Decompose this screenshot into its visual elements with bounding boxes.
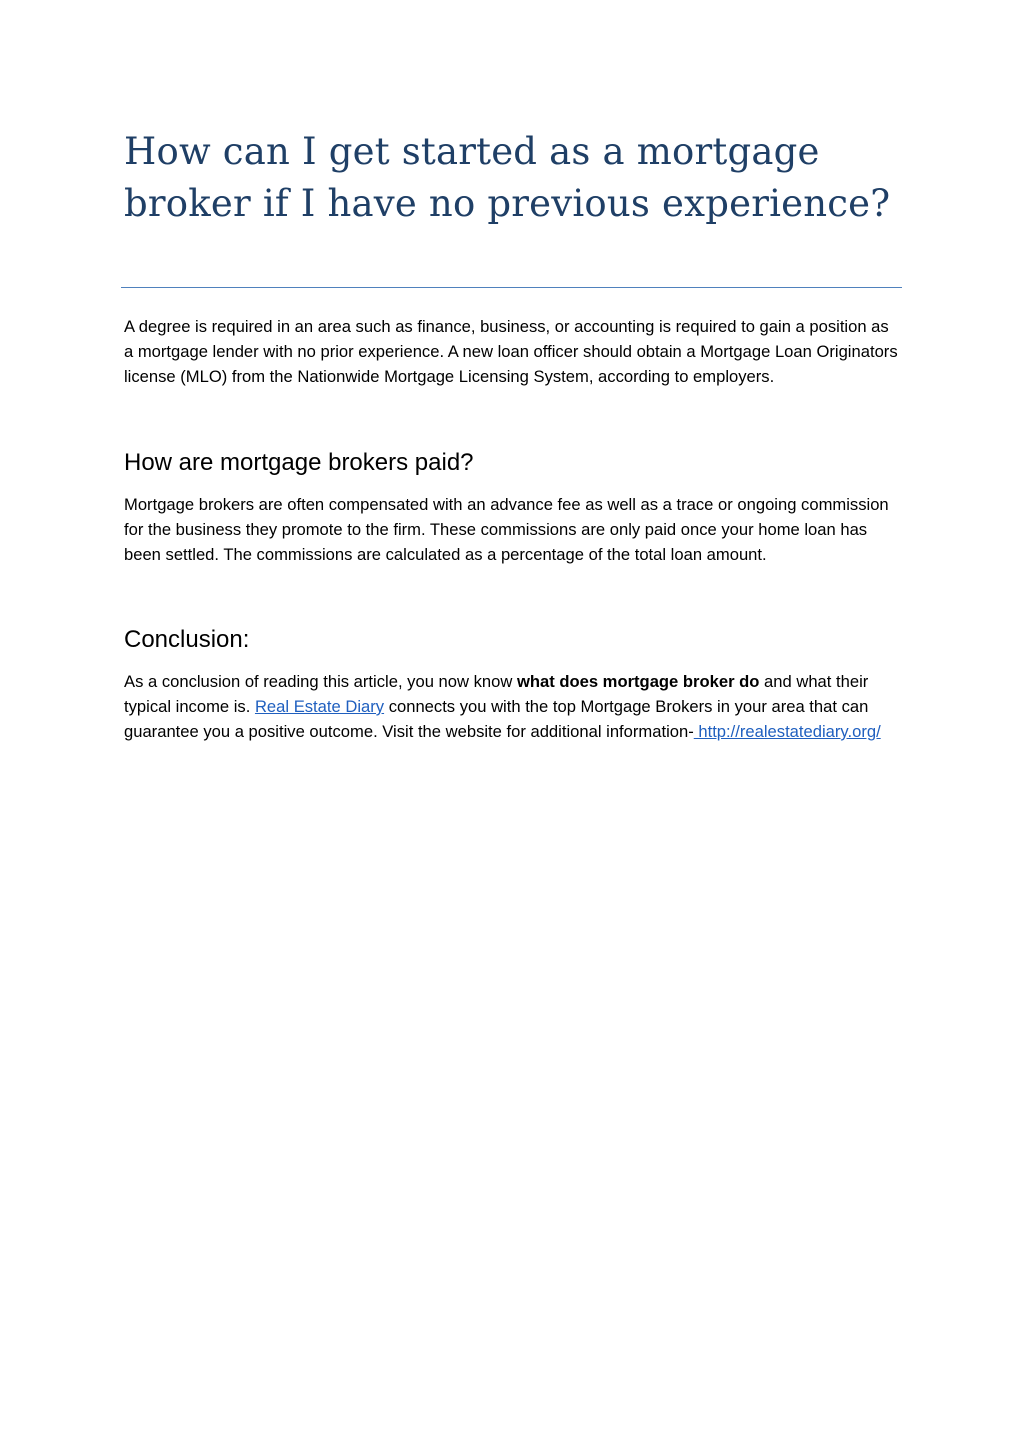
heading-conclusion: Conclusion: xyxy=(124,626,250,653)
conclusion-text-1: As a conclusion of reading this article, you now know xyxy=(124,672,517,691)
intro-paragraph: A degree is required in an area such as finance, business, or accounting is required to gain a position as a mortgage lender with no prior experience. A new loan officer should obtain a Mortgage Loan Originators license (MLO) from the Nationwide Mortgage Licensing System, according to employers. xyxy=(124,317,898,386)
conclusion-text-3: connects you with the top Mortgage Brokers in your area that can guarantee you a positive outcome. Visit the website for additional information- xyxy=(124,697,869,741)
page-title: How can I get started as a mortgage broker if I have no previous experience? xyxy=(124,130,891,225)
website-url-link[interactable]: http://realestatediary.org/ xyxy=(693,722,881,741)
paid-paragraph: Mortgage brokers are often compensated with an advance fee as well as a trace or ongoing commission for the business they promote to the firm. These commissions are only paid once your home loan has been settled. The commissions are calculated as a percentage of the total loan amount. xyxy=(124,495,889,564)
real-estate-diary-link[interactable]: Real Estate Diary xyxy=(254,697,385,716)
heading-how-paid: How are mortgage brokers paid? xyxy=(124,449,474,476)
conclusion-paragraph xyxy=(124,669,902,744)
title-block xyxy=(124,126,902,230)
title-divider xyxy=(121,287,902,288)
conclusion-bold-phrase: what does mortgage broker do xyxy=(516,672,760,691)
conclusion-text-2: and what their typical income is. xyxy=(124,672,869,716)
